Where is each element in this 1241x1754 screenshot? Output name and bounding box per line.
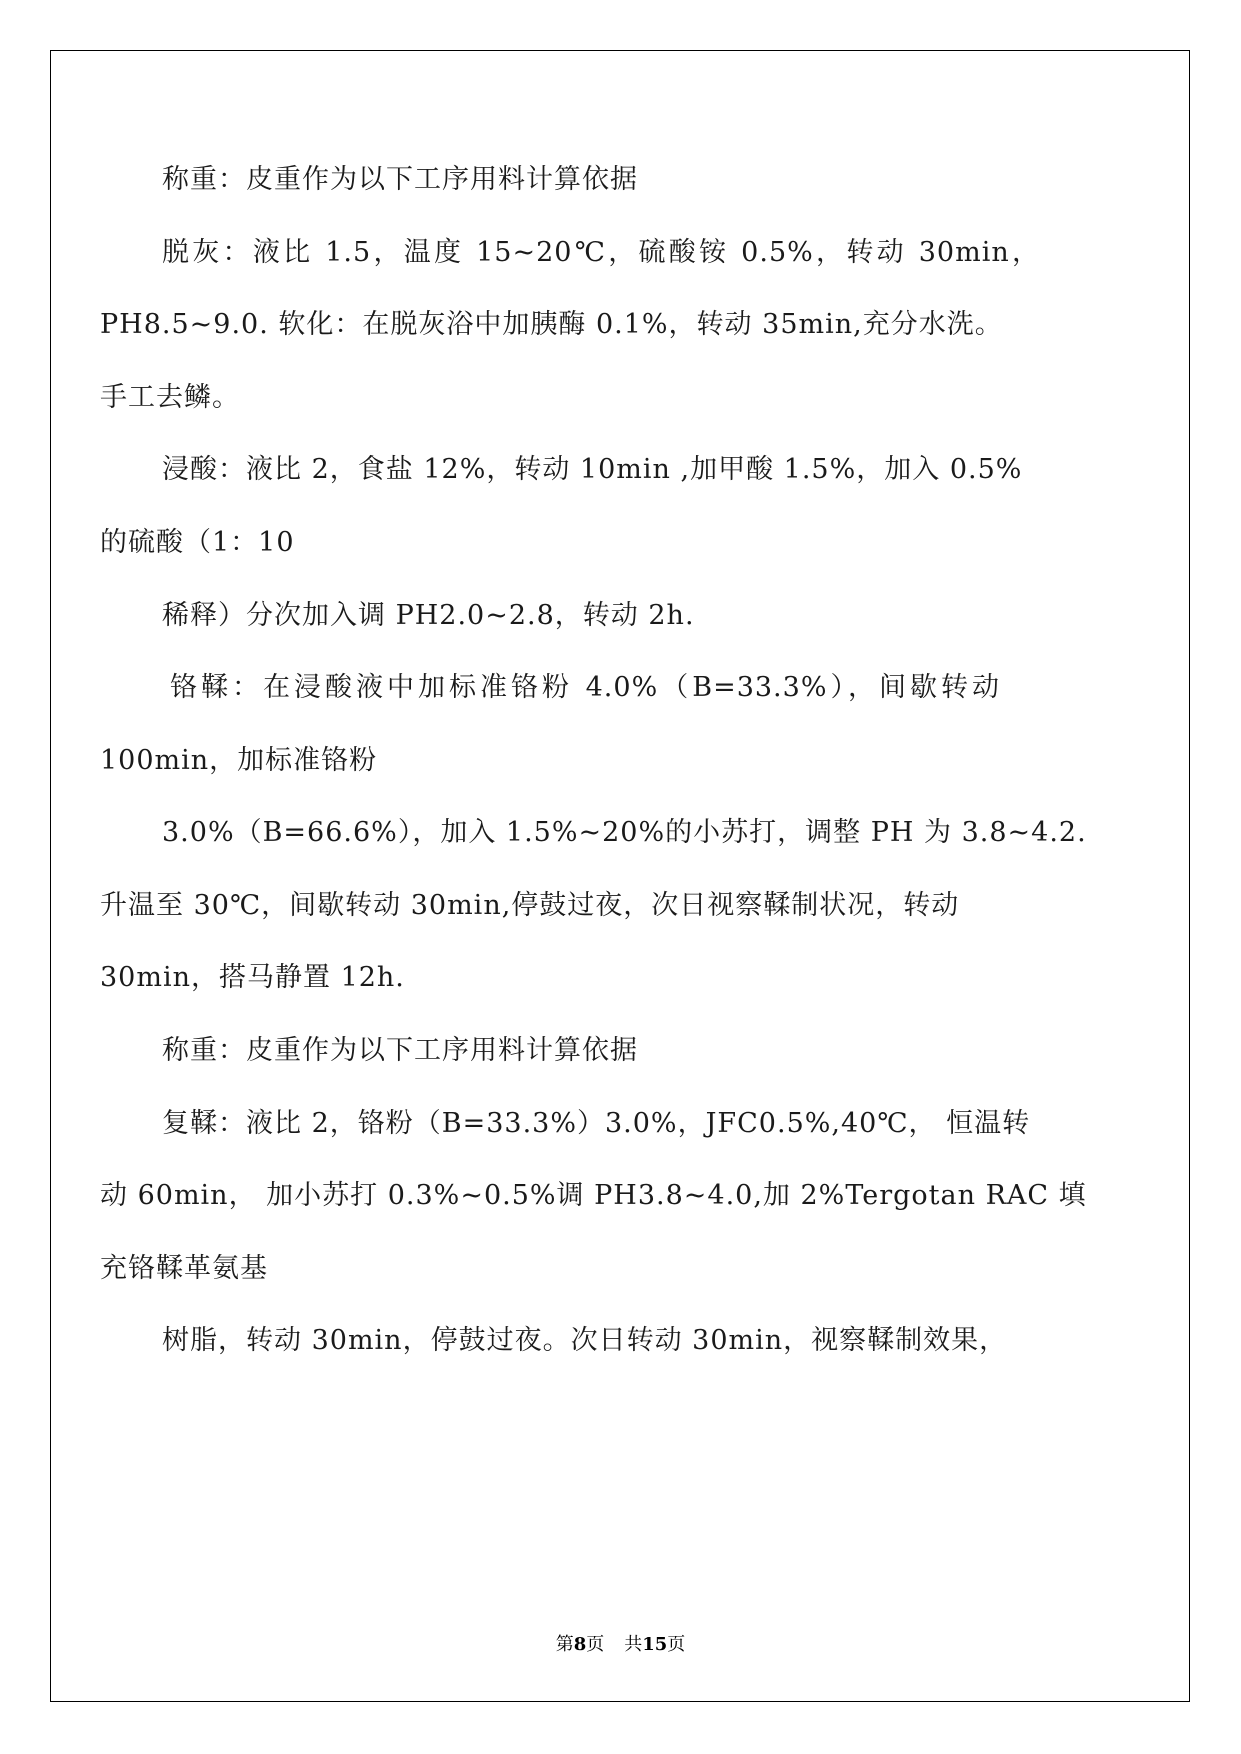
paragraph-line: 3.0%（B=66.6%），加入 1.5%~20%的小苏打，调整 PH 为 3.8~4.2.	[162, 817, 1087, 848]
footer-prefix: 第	[555, 1634, 574, 1655]
paragraph-line: 手工去鳞。	[100, 382, 240, 413]
paragraph-line: 铬鞣：在浸酸液中加标准铬粉 4.0%（B=33.3%），间歇转动	[170, 672, 1000, 703]
footer-total-prefix: 共	[624, 1634, 643, 1655]
paragraph-line: 30min，搭马静置 12h.	[100, 962, 405, 993]
paragraph-line: 100min，加标准铬粉	[100, 745, 378, 776]
page-footer	[0, 1630, 1241, 1656]
paragraph-line: 升温至 30℃，间歇转动 30min,停鼓过夜，次日视察鞣制状况，转动	[100, 890, 960, 921]
paragraph-line: 的硫酸（1：10	[100, 527, 295, 558]
paragraph-line: 动 60min， 加小苏打 0.3%~0.5%调 PH3.8~4.0,加 2%Tergotan RAC 填	[100, 1180, 1087, 1211]
footer-page-suffix: 页	[586, 1634, 605, 1655]
paragraph-line: 脱灰：液比 1.5，温度 15~20℃，硫酸铵 0.5%，转动 30min，	[162, 237, 1040, 268]
paragraph-line: 稀释）分次加入调 PH2.0~2.8，转动 2h.	[162, 600, 695, 631]
page-border	[50, 50, 1190, 1702]
paragraph-line: PH8.5~9.0. 软化：在脱灰浴中加胰酶 0.1%，转动 35min,充分水洗。	[100, 309, 1003, 340]
paragraph-line: 复鞣：液比 2，铬粉（B=33.3%）3.0%，JFC0.5%,40℃， 恒温转	[162, 1108, 1031, 1139]
paragraph-line: 充铬鞣革氨基	[100, 1253, 268, 1284]
total-pages: 15	[642, 1634, 668, 1655]
paragraph-line: 称重：皮重作为以下工序用料计算依据	[162, 164, 638, 195]
paragraph-line: 称重：皮重作为以下工序用料计算依据	[162, 1035, 638, 1066]
paragraph-line: 树脂，转动 30min，停鼓过夜。次日转动 30min，视察鞣制效果，	[162, 1325, 1008, 1356]
footer-total-suffix: 页	[667, 1634, 686, 1655]
paragraph-line: 浸酸：液比 2，食盐 12%，转动 10min ,加甲酸 1.5%，加入 0.5%	[162, 454, 1023, 485]
page-number: 8	[573, 1634, 587, 1655]
